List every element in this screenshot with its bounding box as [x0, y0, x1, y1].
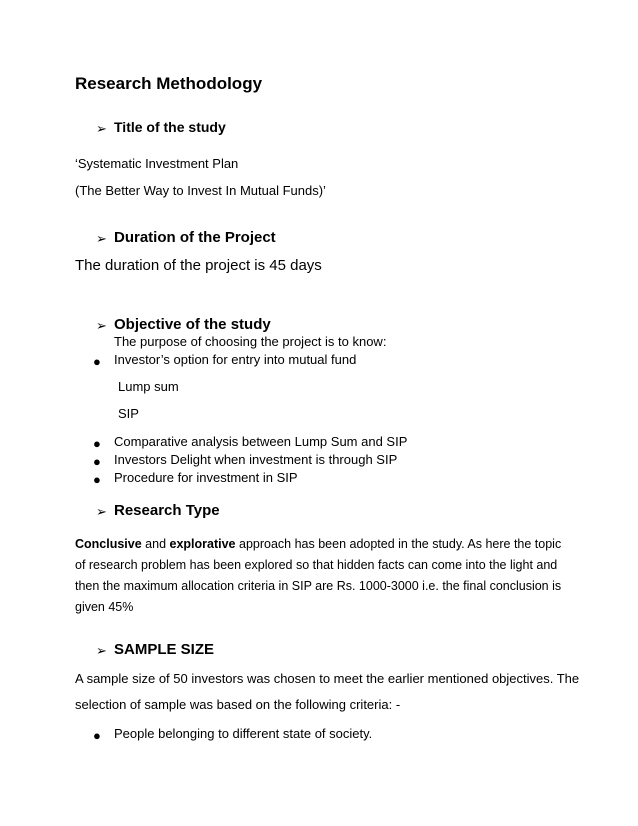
research-type-text-2: approach has been adopted in the study. As here the topic of research problem has been explored so that hidden facts can come into the light and then the maximum allocation criteria in SIP are Rs. 1000-3000 i.e. the final conclusion is given 45% — [75, 537, 562, 614]
section-heading-objective: Objective of the study — [114, 316, 271, 333]
research-type-paragraph — [75, 534, 565, 618]
research-type-text-1: and — [141, 537, 170, 551]
sample-size-bullet-1: People belonging to different state of society. — [114, 726, 373, 741]
duration-text: The duration of the project is 45 days — [75, 257, 322, 274]
bullet-icon: ● — [93, 436, 101, 451]
section-heading-duration: Duration of the Project — [114, 229, 276, 246]
objective-bullet-2: Comparative analysis between Lump Sum and SIP — [114, 434, 408, 449]
sample-size-line-2: selection of sample was based on the following criteria: - — [75, 697, 401, 712]
section-heading-research-type: Research Type — [114, 502, 220, 519]
bullet-icon: ● — [93, 454, 101, 469]
arrow-bullet-icon: ➢ — [96, 643, 107, 658]
research-type-bold-conclusive: Conclusive — [75, 537, 142, 551]
arrow-bullet-icon: ➢ — [96, 231, 107, 246]
objective-sub-item-sip: SIP — [118, 406, 139, 421]
objective-bullet-3: Investors Delight when investment is through SIP — [114, 452, 398, 467]
section-heading-title-of-study: Title of the study — [114, 119, 226, 135]
sample-size-line-1: A sample size of 50 investors was chosen to meet the earlier mentioned objectives. The — [75, 671, 580, 686]
section-heading-sample-size: SAMPLE SIZE — [114, 641, 215, 658]
objective-bullet-1: Investor’s option for entry into mutual fund — [114, 352, 357, 367]
objective-sub-item-lump-sum: Lump sum — [118, 379, 179, 394]
objective-bullet-4: Procedure for investment in SIP — [114, 470, 298, 485]
study-title-line-1: ‘Systematic Investment Plan — [75, 156, 239, 171]
page-title: Research Methodology — [75, 74, 263, 93]
research-type-bold-explorative: explorative — [169, 537, 236, 551]
arrow-bullet-icon: ➢ — [96, 504, 107, 519]
bullet-icon: ● — [93, 354, 101, 369]
bullet-icon: ● — [93, 472, 101, 487]
arrow-bullet-icon: ➢ — [96, 121, 107, 136]
arrow-bullet-icon: ➢ — [96, 318, 107, 333]
study-title-line-2: (The Better Way to Invest In Mutual Funds)’ — [75, 183, 326, 198]
objective-intro: The purpose of choosing the project is to know: — [114, 334, 387, 349]
bullet-icon: ● — [93, 728, 101, 743]
